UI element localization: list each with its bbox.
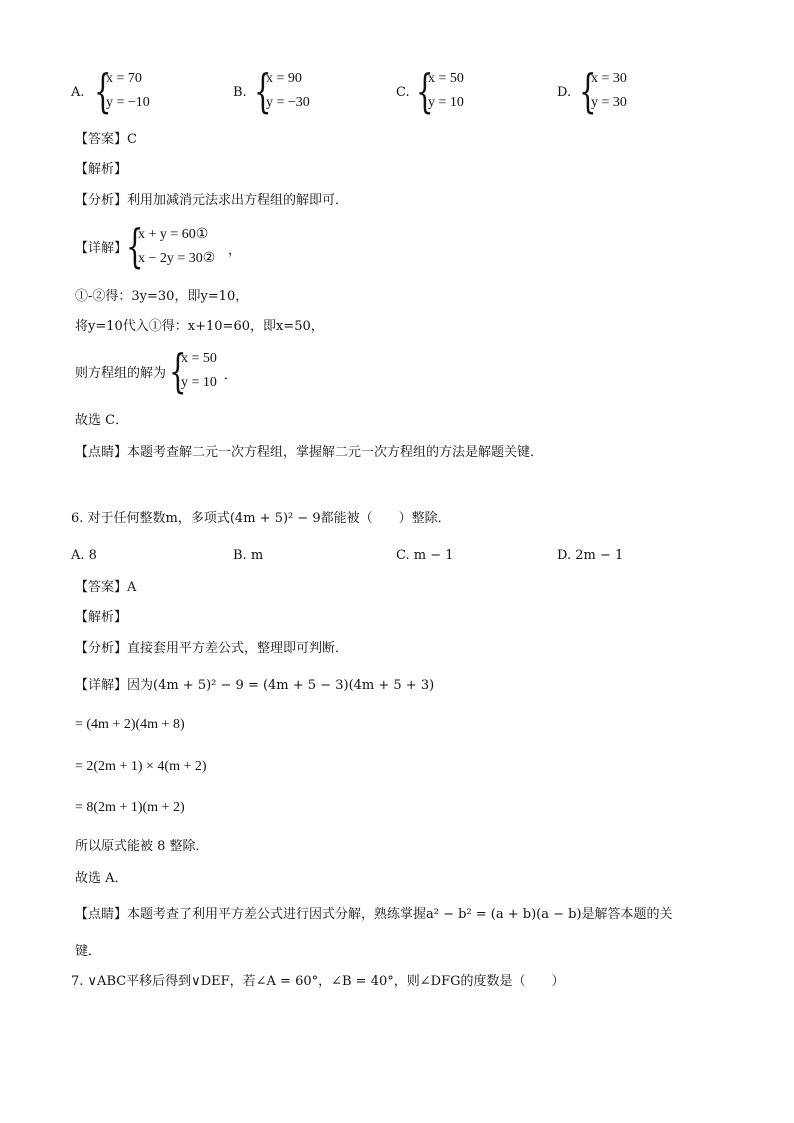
- choose-text: 故选 C．: [75, 413, 129, 428]
- equation: y = 10: [428, 95, 464, 110]
- question-stem: 6. 对于任何整数m，多项式(4m + 5)² − 9都能被（ ）整除．: [71, 511, 451, 526]
- option-label: A.: [71, 85, 85, 100]
- option-label: B.: [233, 85, 247, 100]
- solution-step: 将y=10代入①得：x+10=60，即x=50，: [75, 319, 324, 334]
- option-c: C. m − 1: [396, 548, 454, 563]
- equation: y = 30: [591, 95, 627, 110]
- comment-text: 【点睛】本题考查了利用平方差公式进行因式分解，熟练掌握a² − b² = (a + b)(a − b)是解答本题的关: [75, 907, 673, 922]
- solution-label: 则方程组的解为: [75, 366, 167, 381]
- question-stem: 7. ∨ABC平移后得到∨DEF，若∠A = 60°，∠B = 40°，则∠DFG的度数是（ ）: [71, 974, 565, 989]
- equation: x = 30: [591, 71, 627, 86]
- choose-text: 故选 A．: [75, 871, 128, 886]
- comment-text-continued: 键．: [75, 944, 102, 959]
- comment-text: 【点睛】本题考查解二元一次方程组，掌握解二元一次方程组的方法是解题关键．: [75, 445, 544, 460]
- analysis-text: 【分析】直接套用平方差公式，整理即可判断．: [75, 641, 349, 656]
- comma: ，: [228, 243, 242, 258]
- option-d: D. 2m − 1: [557, 548, 624, 563]
- equation: x = 50: [181, 351, 217, 366]
- analysis-heading: 【解析】: [75, 610, 128, 625]
- option-b: B. m: [233, 548, 264, 563]
- period: ．: [224, 368, 238, 383]
- analysis-heading: 【解析】: [75, 162, 128, 177]
- detail-label: 【详解】: [75, 241, 128, 256]
- analysis-text: 【分析】利用加减消元法求出方程组的解即可．: [75, 193, 349, 208]
- equation: x = 50: [428, 71, 464, 86]
- derivation-line: = (4m + 2)(4m + 8): [75, 717, 185, 732]
- conclusion-text: 所以原式能被 8 整除．: [75, 839, 209, 854]
- option-label: C.: [396, 85, 410, 100]
- equation: x = 70: [106, 71, 142, 86]
- equation: x − 2y = 30②: [138, 251, 216, 266]
- equation: y = −30: [266, 95, 310, 110]
- equation: x = 90: [266, 71, 302, 86]
- equation: x + y = 60①: [138, 227, 209, 242]
- solution-step: ①-②得：3y=30，即y=10，: [75, 289, 249, 304]
- option-a: A. 8: [71, 548, 97, 563]
- derivation-line: = 8(2m + 1)(m + 2): [75, 800, 185, 815]
- equation: y = −10: [106, 95, 150, 110]
- answer: 【答案】A: [75, 580, 137, 595]
- option-label: D.: [557, 85, 572, 100]
- detail-text: 【详解】因为(4m + 5)² − 9 = (4m + 5 − 3)(4m + 5 + 3): [75, 678, 435, 693]
- derivation-line: = 2(2m + 1) × 4(m + 2): [75, 759, 207, 774]
- answer: 【答案】C: [75, 132, 137, 147]
- equation: y = 10: [181, 375, 217, 390]
